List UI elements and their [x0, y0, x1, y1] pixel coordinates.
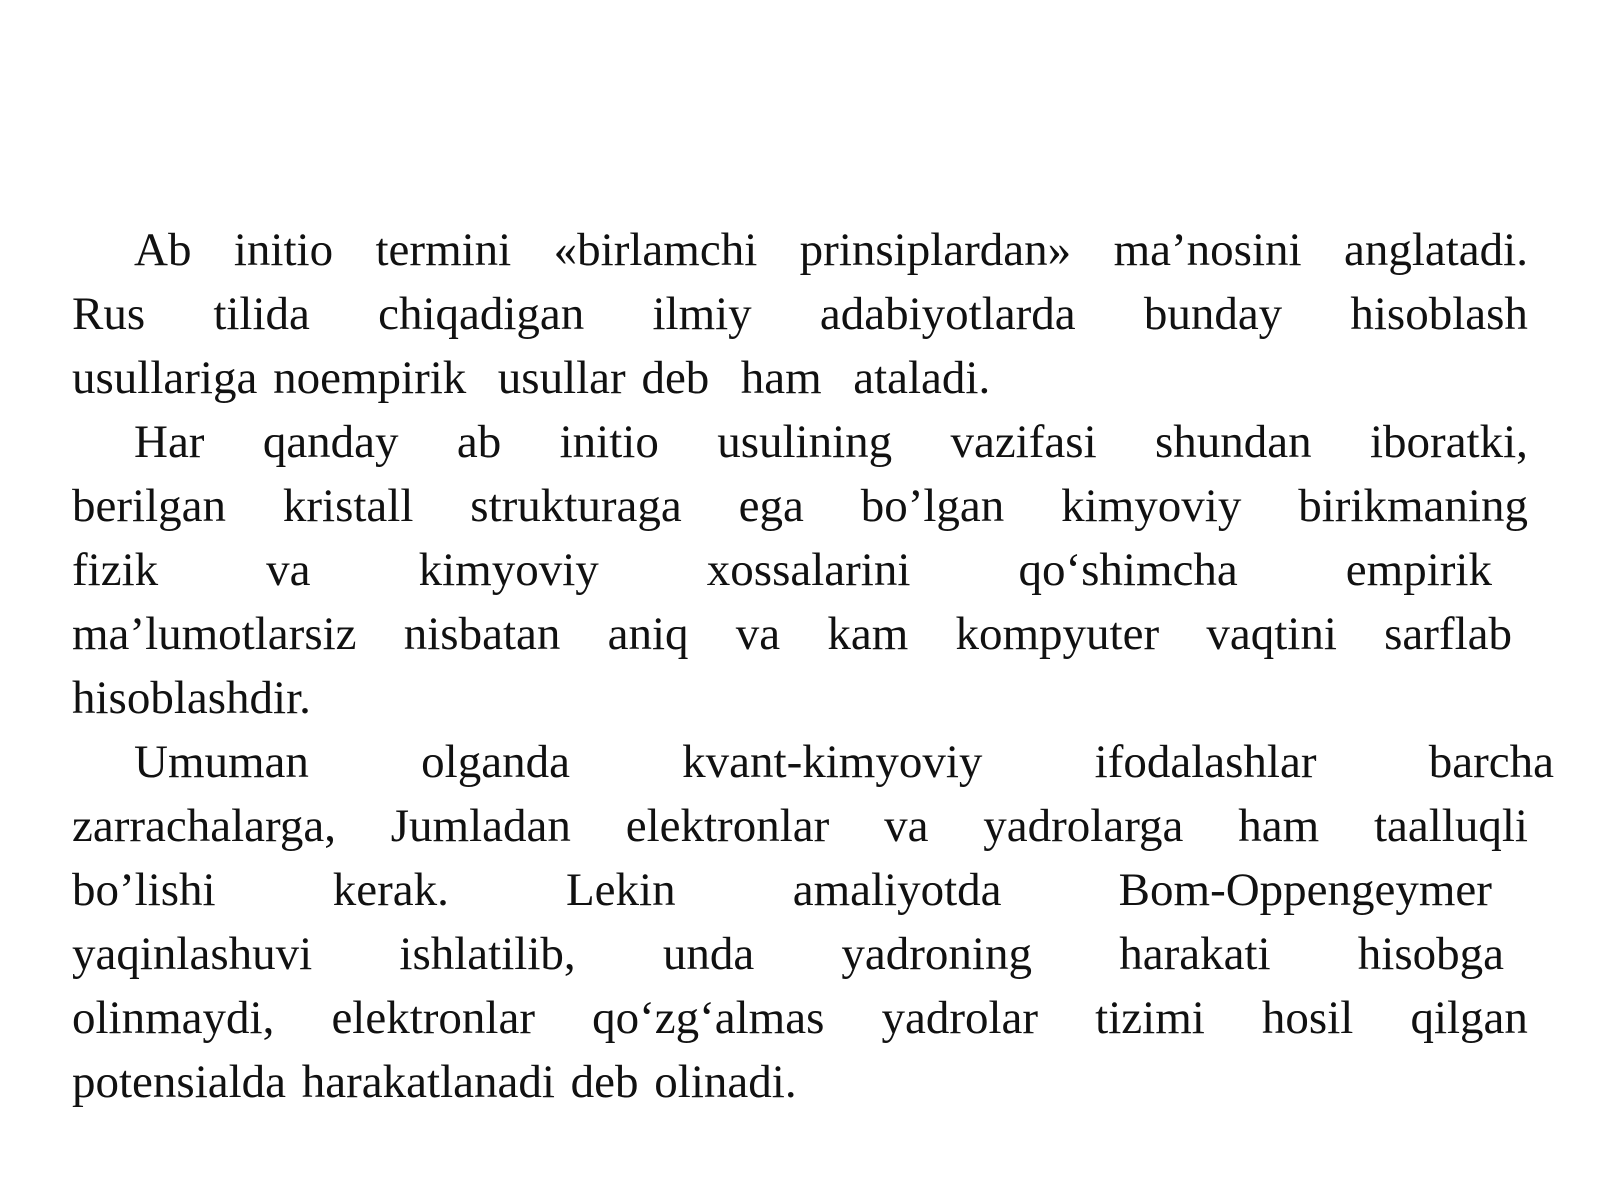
- word: adabiyotlarda: [819, 288, 1076, 340]
- text-line: [72, 282, 1528, 346]
- word: ham: [1238, 800, 1320, 852]
- word: taalluqli: [1373, 800, 1528, 852]
- word: birikmaning: [1298, 480, 1528, 532]
- word: ma’nosini: [1113, 224, 1302, 276]
- paragraph-3: [72, 730, 1554, 1114]
- word: kimyoviy: [418, 544, 599, 596]
- text-line: [72, 538, 1492, 602]
- word: yadroning: [841, 928, 1032, 980]
- word: kimyoviy: [1061, 480, 1242, 532]
- word: fizik: [72, 544, 159, 596]
- word: strukturaga: [470, 480, 682, 532]
- word: tizimi: [1095, 992, 1205, 1044]
- word: elektronlar: [625, 800, 830, 852]
- text-line: [72, 858, 1492, 922]
- word: olganda: [421, 736, 570, 788]
- word: hisobga: [1357, 928, 1504, 980]
- text-line: [72, 666, 1528, 730]
- word: hosil: [1261, 992, 1354, 1044]
- word: shundan: [1154, 416, 1312, 468]
- word: termini: [375, 224, 512, 276]
- word: kvant-kimyoviy: [682, 736, 983, 788]
- word: bo’lgan: [860, 480, 1005, 532]
- text-line: [72, 410, 1528, 474]
- word: berilgan: [72, 480, 226, 532]
- text-line: [72, 346, 1528, 410]
- word: Umuman: [134, 736, 309, 788]
- word: ishlatilib,: [399, 928, 576, 980]
- word: anglatadi.: [1343, 224, 1528, 276]
- text-line: [72, 986, 1528, 1050]
- word: tilida: [213, 288, 310, 340]
- word: yadrolarga: [983, 800, 1184, 852]
- text-line: [72, 474, 1528, 538]
- word: ma’lumotlarsiz: [72, 608, 357, 660]
- word: bo’lishi: [72, 864, 216, 916]
- word: va: [735, 608, 781, 660]
- word: barcha: [1428, 736, 1554, 788]
- text-line: [72, 730, 1554, 794]
- text-line: [72, 218, 1528, 282]
- word: qanday: [262, 416, 399, 468]
- word: prinsiplardan»: [799, 224, 1072, 276]
- word: empirik: [1345, 544, 1492, 596]
- word: kerak.: [332, 864, 449, 916]
- text-line: [72, 1050, 1528, 1114]
- word: va: [266, 544, 311, 596]
- line-text: usullariga noempirik usullar deb ham ataladi.: [72, 352, 991, 404]
- line-text: hisoblashdir.: [72, 672, 311, 724]
- word: initio: [233, 224, 334, 276]
- word: usulining: [717, 416, 893, 468]
- word: qo‘shimcha: [1018, 544, 1238, 596]
- word: chiqadigan: [378, 288, 585, 340]
- document-body: [72, 218, 1554, 1114]
- word: Jumladan: [390, 800, 571, 852]
- word: iboratki,: [1369, 416, 1528, 468]
- word: «birlamchi: [553, 224, 758, 276]
- word: ega: [738, 480, 804, 532]
- text-line: [72, 922, 1504, 986]
- word: bunday: [1143, 288, 1283, 340]
- word: yadrolar: [881, 992, 1039, 1044]
- word: ilmiy: [652, 288, 752, 340]
- word: ab: [456, 416, 502, 468]
- word: sarflab: [1384, 608, 1512, 660]
- word: harakati: [1119, 928, 1271, 980]
- word: Lekin: [565, 864, 676, 916]
- word: Har: [134, 416, 205, 468]
- word: yaqinlashuvi: [72, 928, 313, 980]
- word: elektronlar: [331, 992, 535, 1044]
- word: unda: [662, 928, 755, 980]
- word: kam: [827, 608, 909, 660]
- word: nisbatan: [403, 608, 561, 660]
- word: Rus: [72, 288, 146, 340]
- word: zarrachalarga,: [72, 800, 336, 852]
- word: qo‘zg‘almas: [592, 992, 825, 1044]
- word: kompyuter: [955, 608, 1160, 660]
- word: Ab: [134, 224, 192, 276]
- word: va: [884, 800, 929, 852]
- word: vazifasi: [950, 416, 1097, 468]
- word: qilgan: [1410, 992, 1528, 1044]
- text-line: [72, 794, 1528, 858]
- word: xossalarini: [706, 544, 911, 596]
- word: ifodalashlar: [1094, 736, 1317, 788]
- word: kristall: [282, 480, 414, 532]
- paragraph-2: [72, 410, 1528, 730]
- word: hisoblash: [1350, 288, 1528, 340]
- word: amaliyotda: [792, 864, 1002, 916]
- line-text: potensialda harakatlanadi deb olinadi.: [72, 1056, 797, 1108]
- paragraph-1: [72, 218, 1528, 410]
- text-line: [72, 602, 1512, 666]
- word: aniq: [607, 608, 689, 660]
- word: Bom-Oppengeymer: [1118, 864, 1492, 916]
- word: vaqtini: [1206, 608, 1337, 660]
- word: initio: [559, 416, 659, 468]
- word: olinmaydi,: [72, 992, 275, 1044]
